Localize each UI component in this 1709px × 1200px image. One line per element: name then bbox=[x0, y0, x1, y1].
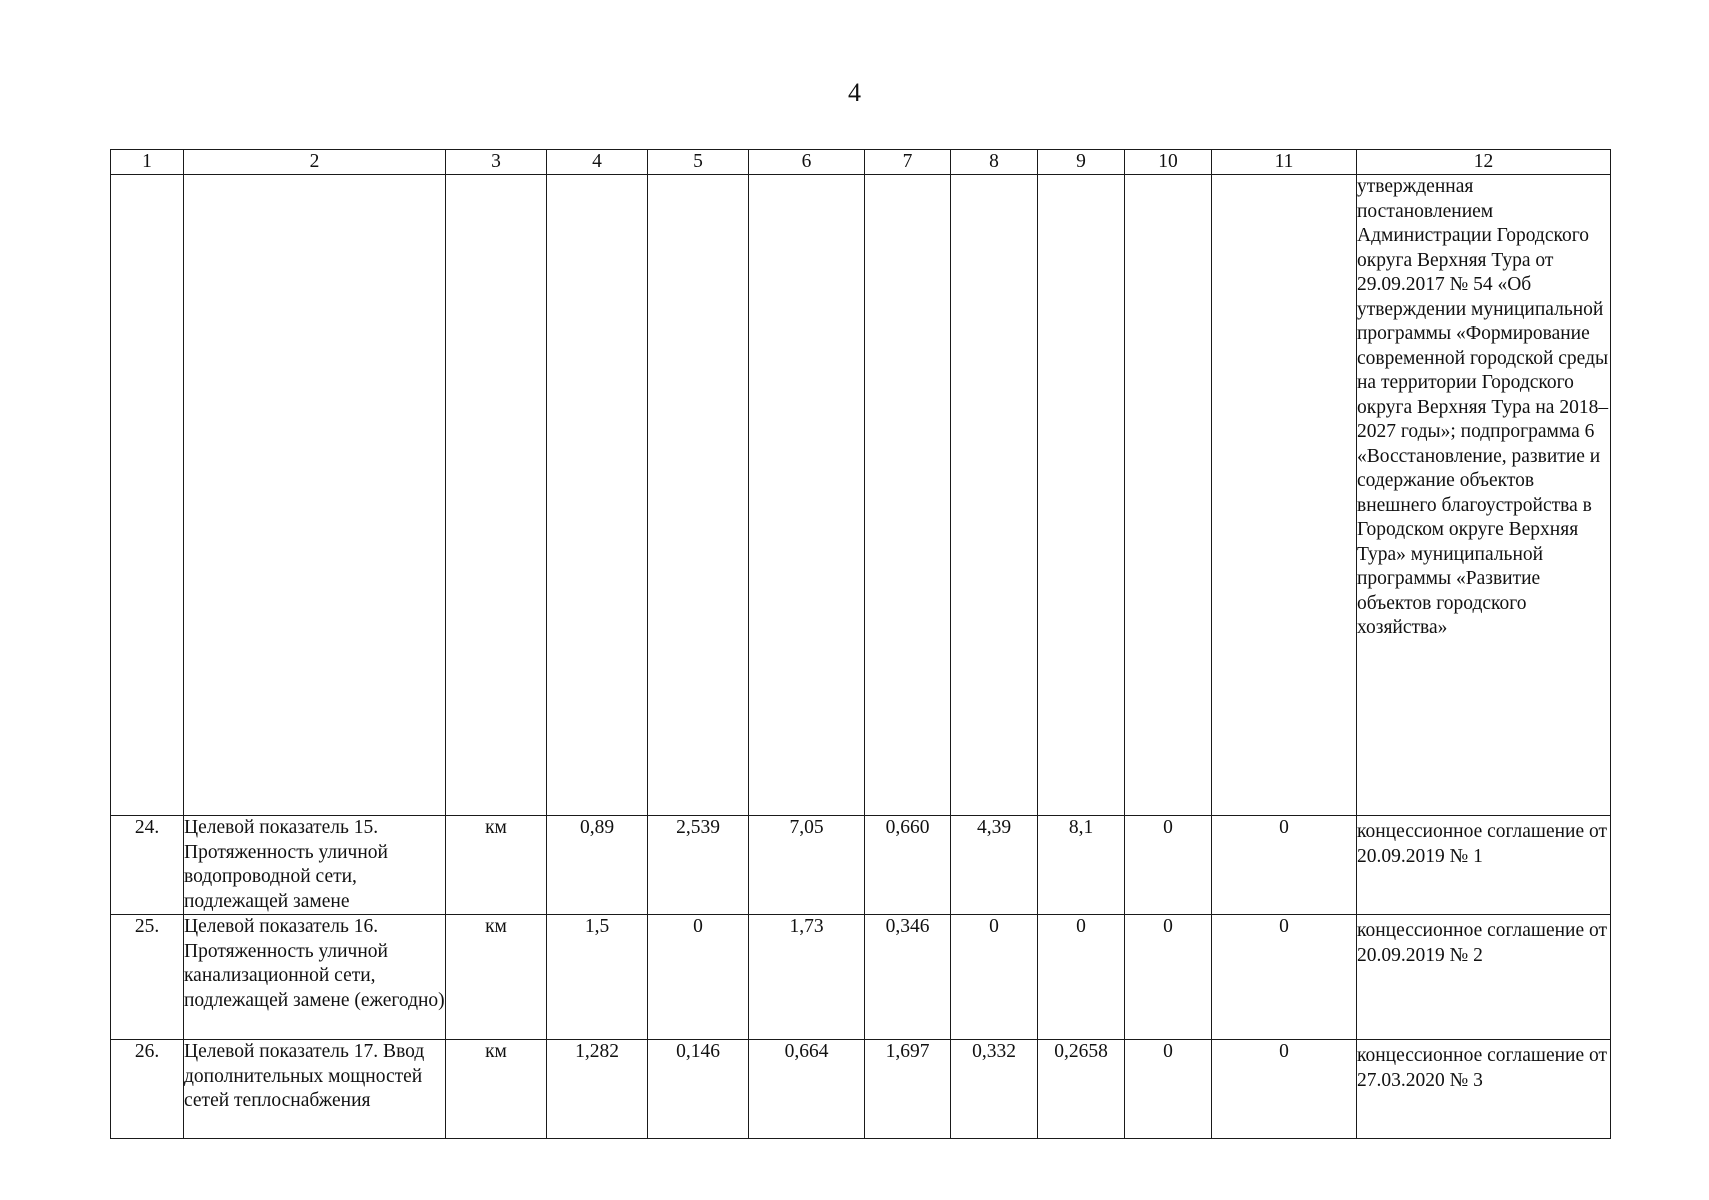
value-col8: 4,39 bbox=[951, 816, 1038, 915]
value-col5: 0,146 bbox=[648, 1040, 749, 1139]
empty-cell bbox=[184, 175, 446, 816]
empty-cell bbox=[446, 175, 547, 816]
empty-cell bbox=[648, 175, 749, 816]
value-col4: 1,282 bbox=[547, 1040, 648, 1139]
source-document-text: концессионное соглашение от 20.09.2019 № 2 bbox=[1357, 920, 1608, 966]
header-cell: 11 bbox=[1212, 150, 1357, 175]
header-cell: 10 bbox=[1125, 150, 1212, 175]
empty-cell bbox=[749, 175, 865, 816]
source-document-text: концессионное соглашение от 27.03.2020 № 3 bbox=[1357, 1045, 1608, 1091]
source-document-text: концессионное соглашение от 20.09.2019 № 1 bbox=[1357, 821, 1608, 867]
value-col6: 1,73 bbox=[749, 915, 865, 1040]
header-cell: 8 bbox=[951, 150, 1038, 175]
indicator-name: Целевой показатель 15. Протяженность уличной водопроводной сети, подлежащей замене bbox=[184, 816, 446, 915]
value-col5: 0 bbox=[648, 915, 749, 1040]
header-cell: 6 bbox=[749, 150, 865, 175]
row-number: 25. bbox=[111, 915, 184, 1040]
value-col5: 2,539 bbox=[648, 816, 749, 915]
empty-cell bbox=[1038, 175, 1125, 816]
source-document-cell bbox=[1357, 816, 1611, 915]
value-col11: 0 bbox=[1212, 816, 1357, 915]
value-col11: 0 bbox=[1212, 1040, 1357, 1139]
page-number: 4 bbox=[848, 78, 861, 107]
unit-cell: км bbox=[446, 1040, 547, 1139]
empty-cell bbox=[951, 175, 1038, 816]
value-col10: 0 bbox=[1125, 816, 1212, 915]
source-document-cell bbox=[1357, 915, 1611, 1040]
table-row bbox=[111, 915, 1611, 1040]
header-cell: 9 bbox=[1038, 150, 1125, 175]
header-cell: 12 bbox=[1357, 150, 1611, 175]
value-col6: 7,05 bbox=[749, 816, 865, 915]
empty-cell bbox=[865, 175, 951, 816]
header-cell: 3 bbox=[446, 150, 547, 175]
source-document-text: утвержденная постановлением Администрации Городского округа Верхняя Тура от 29.09.2017 № 54 «Об утверждении муниципальной программы «Формирование современной городской среды на территории Городского округа Верхняя Тура на 2018–2027 годы»; подпрограмма 6 «Восстановление, развитие и содержание объектов внешнего благоустройства в Городском округе Верхняя Тура» муниципальной программы «Развитие объектов городского хозяйства» bbox=[1357, 176, 1609, 638]
value-col10: 0 bbox=[1125, 1040, 1212, 1139]
row-number: 24. bbox=[111, 816, 184, 915]
unit-cell: км bbox=[446, 915, 547, 1040]
table-row bbox=[111, 816, 1611, 915]
empty-cell bbox=[1212, 175, 1357, 816]
value-col10: 0 bbox=[1125, 915, 1212, 1040]
value-col8: 0,332 bbox=[951, 1040, 1038, 1139]
value-col8: 0 bbox=[951, 915, 1038, 1040]
header-cell: 5 bbox=[648, 150, 749, 175]
empty-cell bbox=[1125, 175, 1212, 816]
value-col7: 1,697 bbox=[865, 1040, 951, 1139]
header-cell: 1 bbox=[111, 150, 184, 175]
value-col4: 1,5 bbox=[547, 915, 648, 1040]
value-col7: 0,660 bbox=[865, 816, 951, 915]
indicators-table bbox=[110, 149, 1611, 1139]
indicator-name: Целевой показатель 17. Ввод дополнительных мощностей сетей теплоснабжения bbox=[184, 1040, 446, 1139]
value-col4: 0,89 bbox=[547, 816, 648, 915]
source-document-cell bbox=[1357, 175, 1611, 816]
row-number: 26. bbox=[111, 1040, 184, 1139]
empty-cell bbox=[547, 175, 648, 816]
table-row bbox=[111, 1040, 1611, 1139]
indicator-name: Целевой показатель 16. Протяженность уличной канализационной сети, подлежащей замене (ежегодно) bbox=[184, 915, 446, 1040]
value-col6: 0,664 bbox=[749, 1040, 865, 1139]
value-col9: 0 bbox=[1038, 915, 1125, 1040]
value-col7: 0,346 bbox=[865, 915, 951, 1040]
empty-cell bbox=[111, 175, 184, 816]
source-document-cell bbox=[1357, 1040, 1611, 1139]
unit-cell: км bbox=[446, 816, 547, 915]
continuation-row bbox=[111, 175, 1611, 816]
value-col9: 8,1 bbox=[1038, 816, 1125, 915]
value-col11: 0 bbox=[1212, 915, 1357, 1040]
header-cell: 4 bbox=[547, 150, 648, 175]
header-cell: 7 bbox=[865, 150, 951, 175]
column-numbers-row bbox=[111, 150, 1611, 175]
value-col9: 0,2658 bbox=[1038, 1040, 1125, 1139]
header-cell: 2 bbox=[184, 150, 446, 175]
